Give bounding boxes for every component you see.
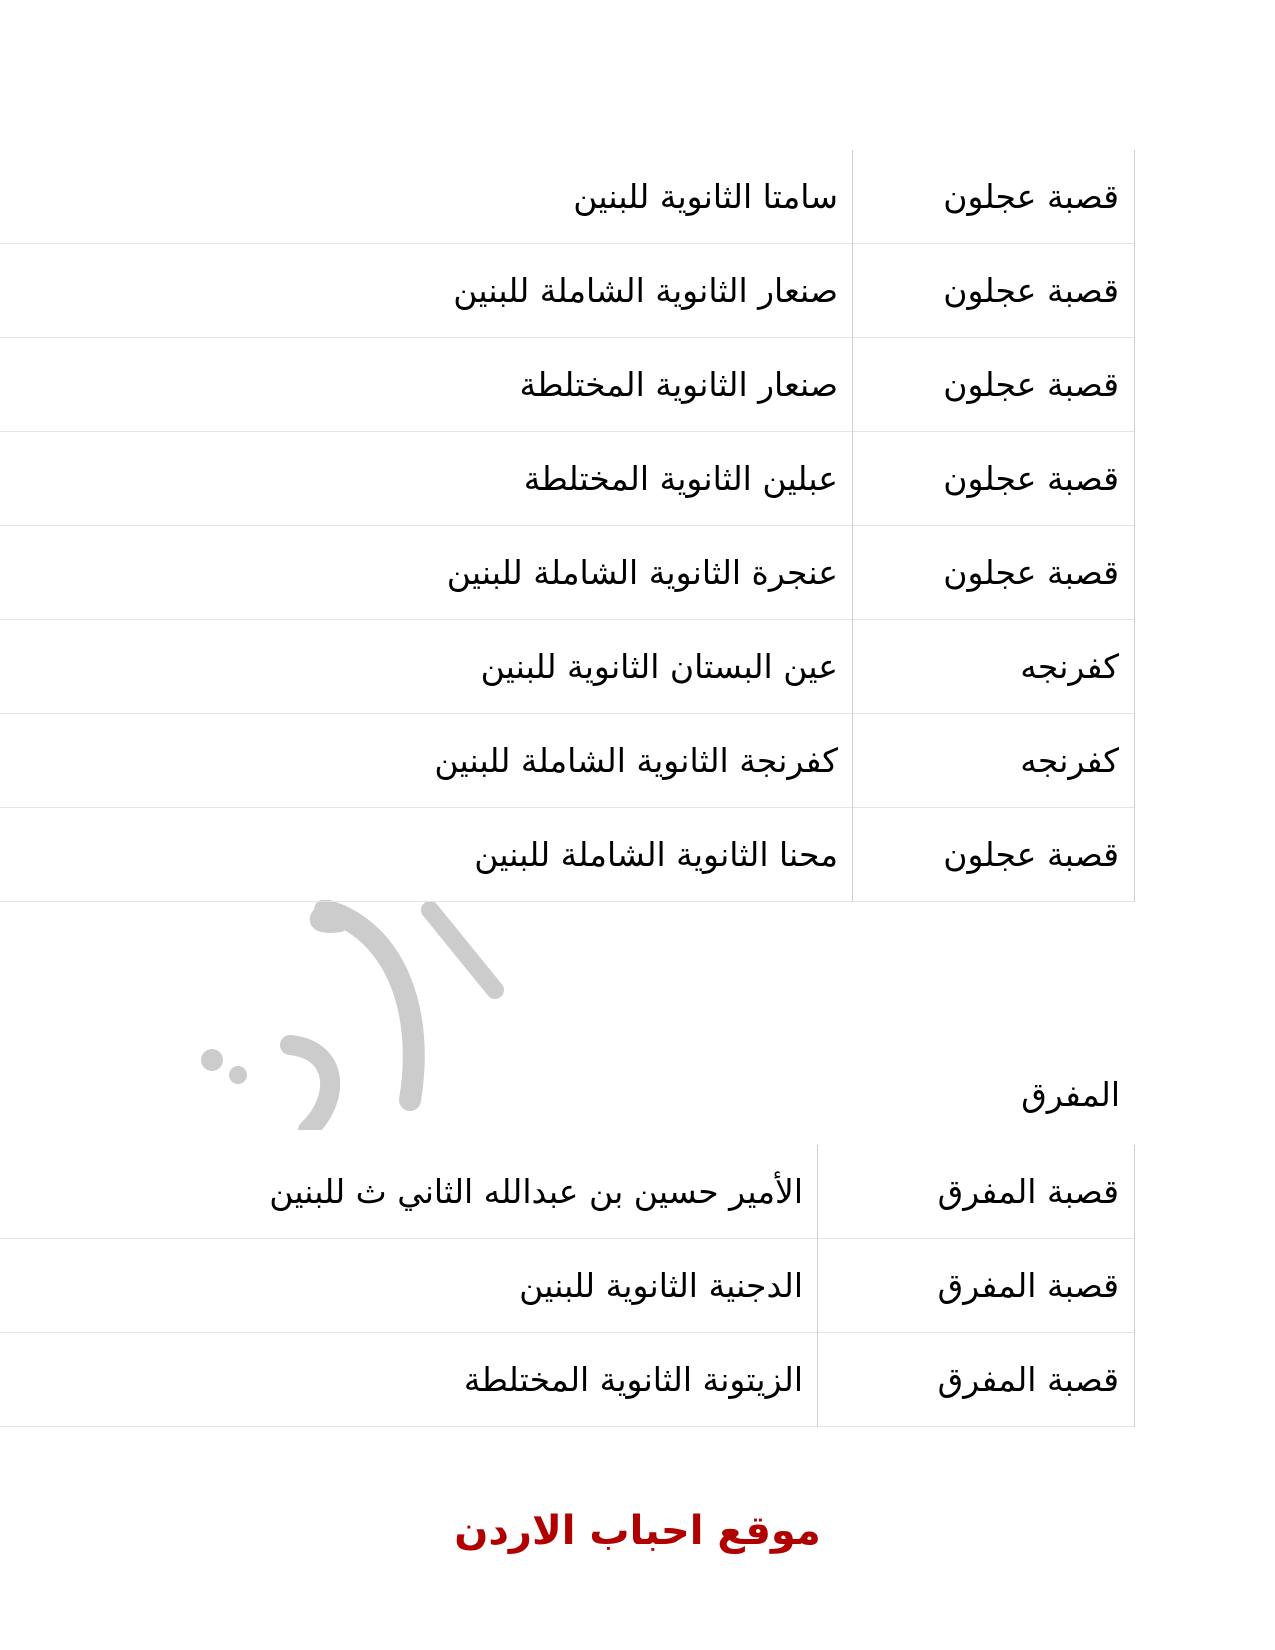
district-cell: قصبة المفرق — [818, 1145, 1135, 1239]
school-cell: صنعار الثانوية الشاملة للبنين — [453, 271, 838, 310]
district-cell: قصبة المفرق — [818, 1239, 1135, 1333]
district-cell: قصبة عجلون — [853, 150, 1135, 244]
table-row — [0, 432, 1135, 526]
school-cell: الأمير حسين بن عبدالله الثاني ث للبنين — [269, 1172, 803, 1211]
table-row — [0, 714, 1135, 808]
district-cell: قصبة عجلون — [853, 338, 1135, 432]
schools-table-ajloun — [0, 150, 1135, 902]
footer-site-name: موقع احباب الاردن — [454, 1508, 821, 1554]
table-row — [0, 620, 1135, 714]
district-cell: كفرنجه — [853, 714, 1135, 808]
school-cell: عنجرة الثانوية الشاملة للبنين — [446, 553, 838, 592]
schools-table-mafraq — [0, 1145, 1135, 1427]
table-row — [0, 1145, 1135, 1239]
district-cell: قصبة عجلون — [853, 432, 1135, 526]
table-row — [0, 244, 1135, 338]
school-cell: عين البستان الثانوية للبنين — [480, 647, 838, 686]
school-cell: عبلين الثانوية المختلطة — [523, 459, 838, 498]
table-row — [0, 1333, 1135, 1427]
table-row — [0, 1239, 1135, 1333]
district-cell: كفرنجه — [853, 620, 1135, 714]
table-row — [0, 338, 1135, 432]
district-cell: قصبة عجلون — [853, 808, 1135, 902]
district-cell: قصبة عجلون — [853, 526, 1135, 620]
school-cell: سامتا الثانوية للبنين — [573, 177, 838, 216]
watermark-logo — [190, 900, 530, 1130]
district-cell: قصبة المفرق — [818, 1333, 1135, 1427]
school-cell: محنا الثانوية الشاملة للبنين — [474, 835, 838, 874]
table-row — [0, 526, 1135, 620]
school-cell: الزيتونة الثانوية المختلطة — [463, 1360, 803, 1399]
section-title-mafraq: المفرق — [1021, 1075, 1120, 1114]
school-cell: صنعار الثانوية المختلطة — [519, 365, 838, 404]
school-cell: الدجنية الثانوية للبنين — [519, 1266, 803, 1305]
school-cell: كفرنجة الثانوية الشاملة للبنين — [434, 741, 838, 780]
district-cell: قصبة عجلون — [853, 244, 1135, 338]
table-row — [0, 808, 1135, 902]
table-row — [0, 150, 1135, 244]
